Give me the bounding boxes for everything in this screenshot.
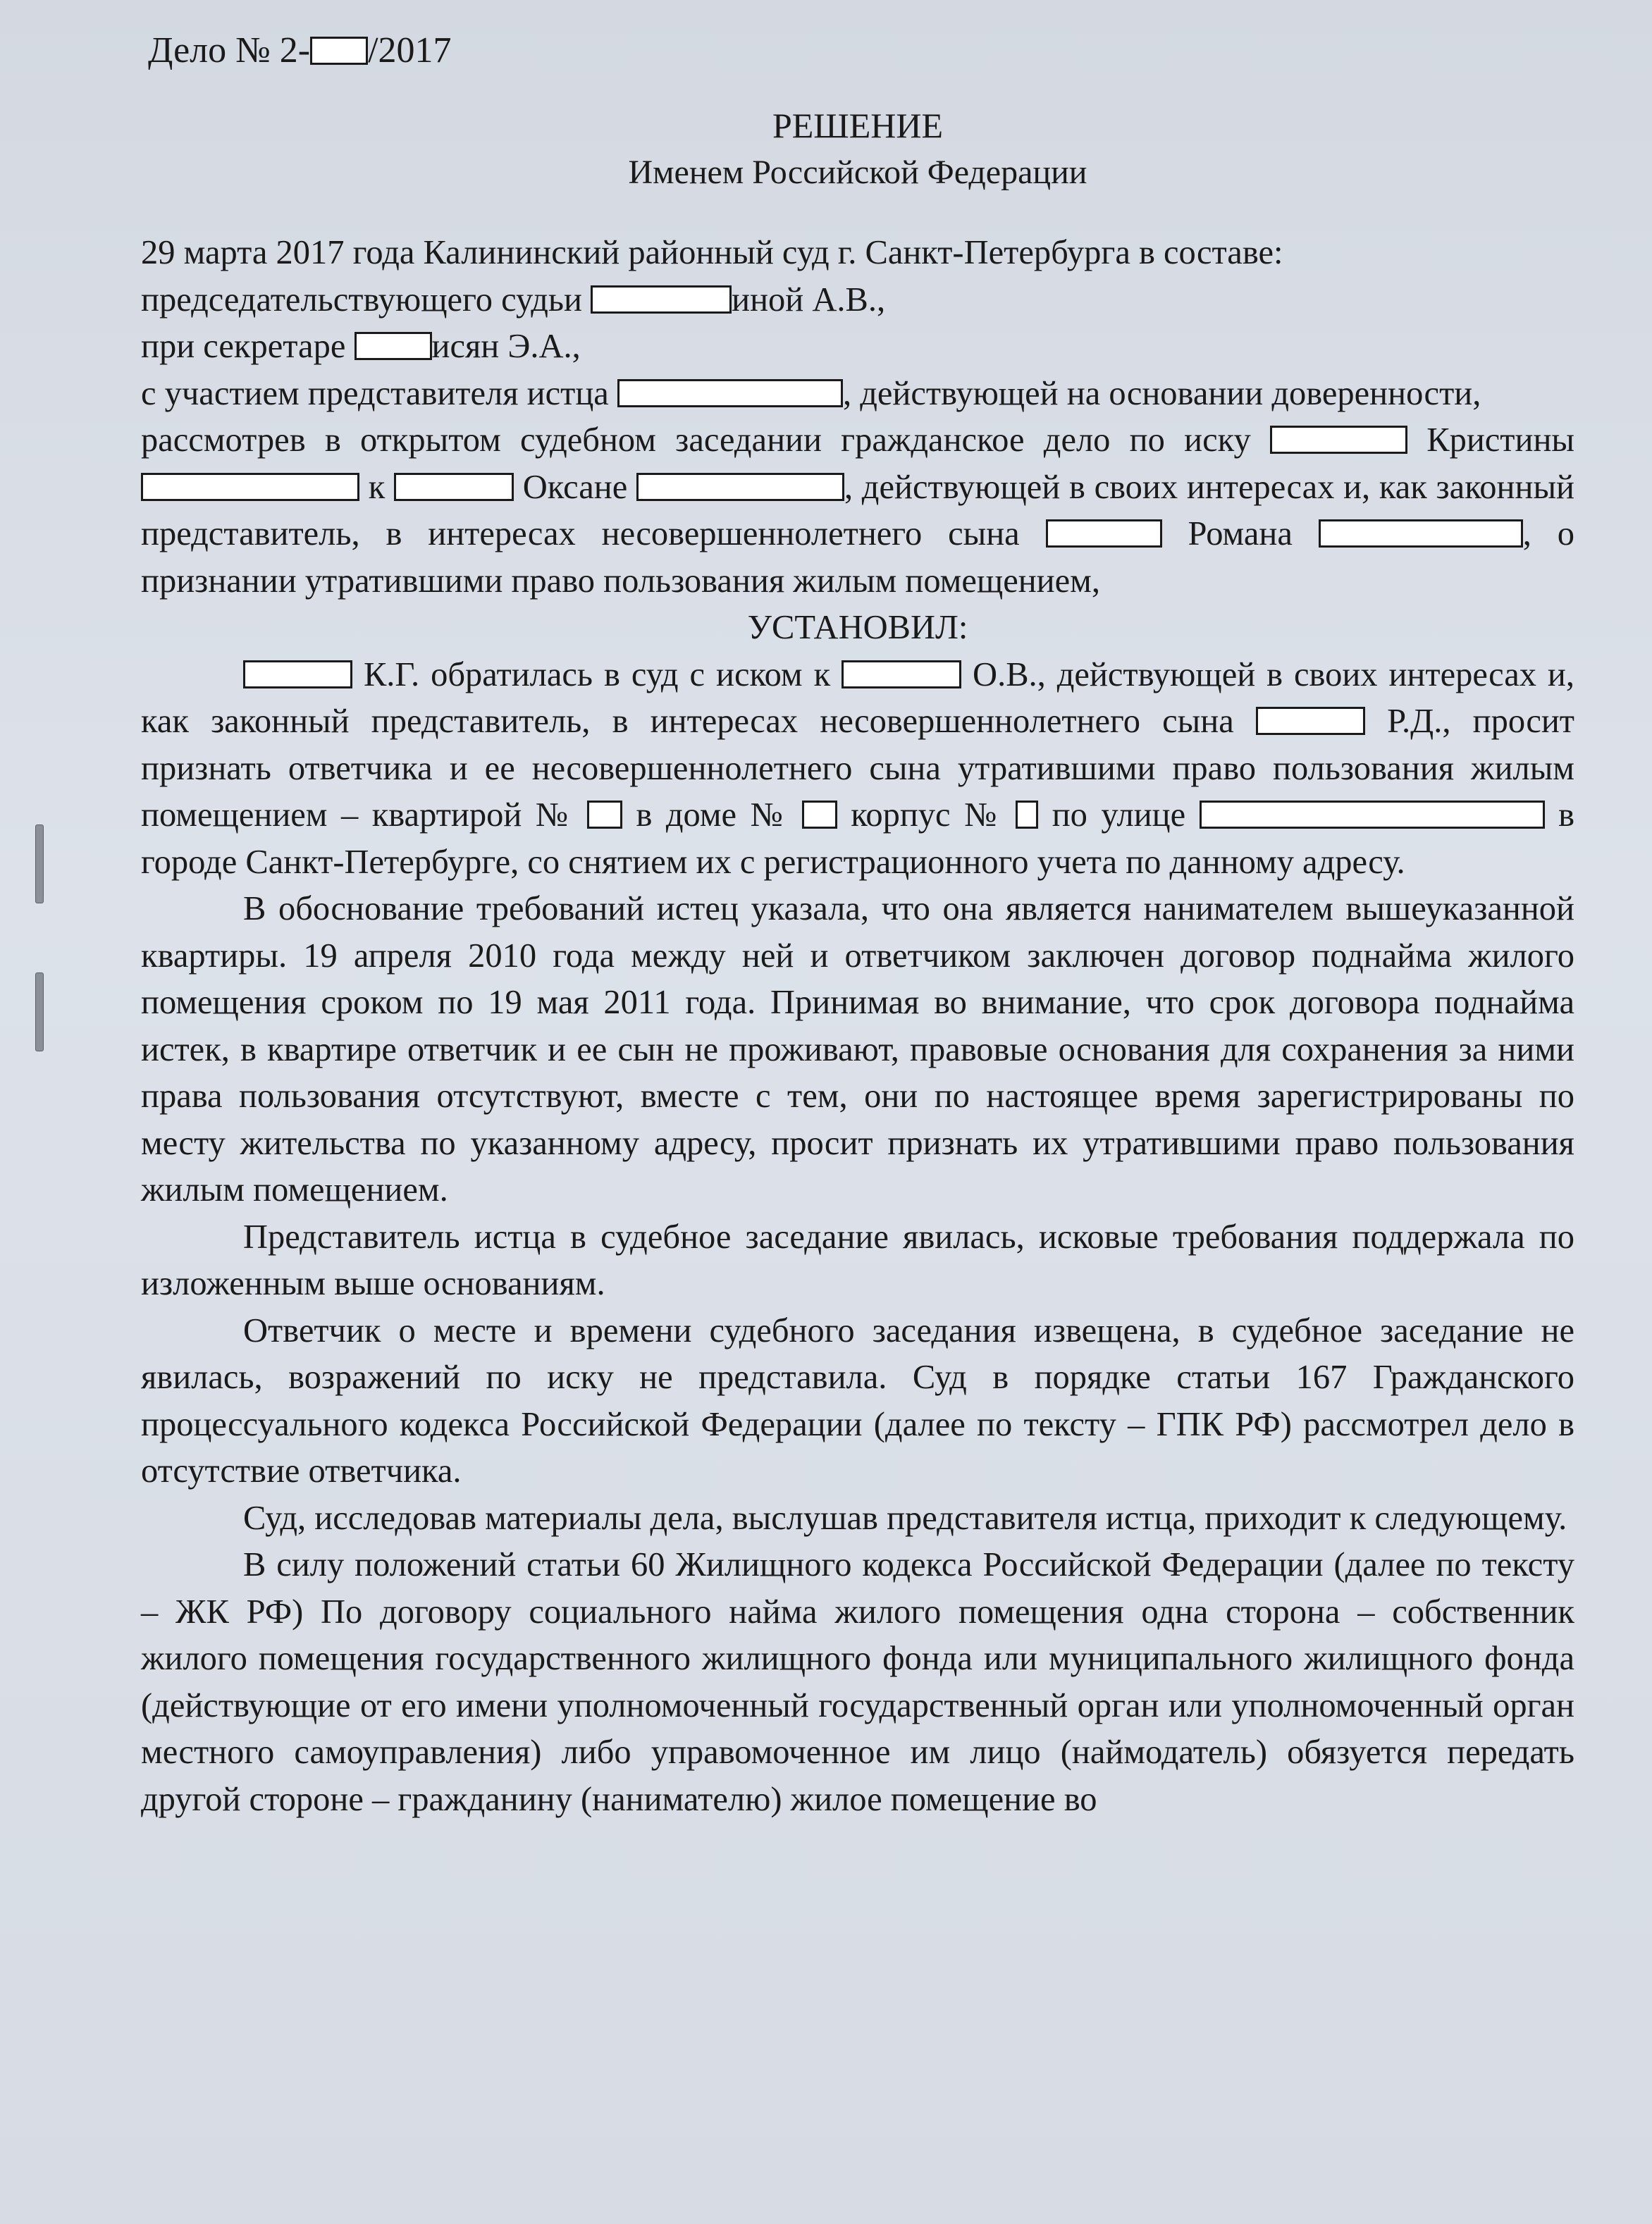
redaction-box: [636, 473, 844, 501]
redaction-box: [1046, 519, 1162, 548]
document-subtitle: Именем Российской Федерации: [628, 154, 1087, 191]
paragraph: Суд, исследовав материалы дела, выслушав представителя истца, приходит к следующему.: [243, 1499, 1567, 1537]
intro-line: при секретаре исян Э.А.,: [141, 328, 581, 365]
case-number: Дело № 2- /2017: [148, 30, 452, 70]
redaction-box: [355, 332, 432, 360]
redaction-box: [587, 801, 622, 829]
redaction-box: [243, 660, 352, 688]
paragraph: В обоснование требований истец указала, что она является нанимателем вышеуказанной квартиры. 19 апреля 2010 года между ней и ответчиком заключен договор поднайма жилого помещения сроком по 19 мая 2011 года. Принимая во внимание, что срок договора поднайма истек, в квартире ответчик и ее сын не проживают, правовые основания для сохранения за ними права пользования отсутствуют, вместе с тем, они по настоящее время зарегистрированы по месту жительства по указанному адресу, просит признать их утратившими право пользования жилым помещением.: [141, 890, 1574, 1209]
intro-line: председательствующего судьи иной А.В.,: [141, 280, 886, 319]
redaction-box: [310, 37, 368, 65]
paragraph: К.Г. обратилась в суд с иском к О.В., действующей в своих интересах и, как законный представитель, в интересах несовершеннолетнего сына Р.Д., просит признать ответчика и ее несовершеннолетнего сына утратившими право пользования жилым помещением – квартирой № в доме № корпус № по улице в городе Санкт-Петербурге, со снятием их с регистрационного учета по данному адресу.: [141, 655, 1575, 881]
redaction-box: [1256, 707, 1365, 735]
intro-block: [141, 230, 1574, 1823]
redaction-box: [617, 379, 843, 407]
redaction-box: [1016, 801, 1038, 829]
redaction-box: [842, 660, 961, 688]
redaction-box: [141, 473, 359, 501]
redaction-box: [591, 285, 732, 314]
redaction-box: [1270, 426, 1407, 454]
intro-line: с участием представителя истца , действующей на основании доверенности,: [141, 374, 1481, 412]
redaction-box: [1319, 519, 1523, 548]
redaction-box: [394, 473, 514, 501]
section-heading: УСТАНОВИЛ:: [747, 609, 968, 646]
paragraph: Ответчик о месте и времени судебного заседания извещена, в судебное заседание не явилась, возражений по иску не представила. Суд в порядке статьи 167 Гражданского процессуального кодекса Российской Федерации (далее по тексту – ГПК РФ) рассмотрел дело в отсутствие ответчика.: [141, 1311, 1574, 1490]
paragraph: В силу положений статьи 60 Жилищного кодекса Российской Федерации (далее по тексту – ЖК РФ) По договору социального найма жилого помещения одна сторона – собственник жилого помещения государственного жилищного фонда или муниципального жилищного фонда (действующие от его имени уполномоченный государственный орган или уполномоченный орган местного самоуправления) либо управомоченное им лицо (наймодатель) обязуется передать другой стороне – гражданину (нанимателю) жилое помещение во: [141, 1546, 1574, 1818]
intro-line: рассмотрев в открытом судебном заседании гражданское дело по иску Кристины к Оксане , действующей в своих интересах и, как законный представитель, в интересах несовершеннолетнего сына Романа , о признании утратившими право пользования жилым помещением,: [141, 421, 1575, 600]
redaction-box: [802, 801, 837, 829]
redaction-box: [1200, 801, 1545, 829]
intro-line: 29 марта 2017 года Калининский районный суд г. Санкт-Петербурга в составе:: [141, 234, 1283, 271]
document-title: РЕШЕНИЕ: [772, 106, 944, 145]
paragraph: Представитель истца в судебное заседание явилась, исковые требования поддержала по изложенным выше основаниям.: [141, 1218, 1574, 1302]
